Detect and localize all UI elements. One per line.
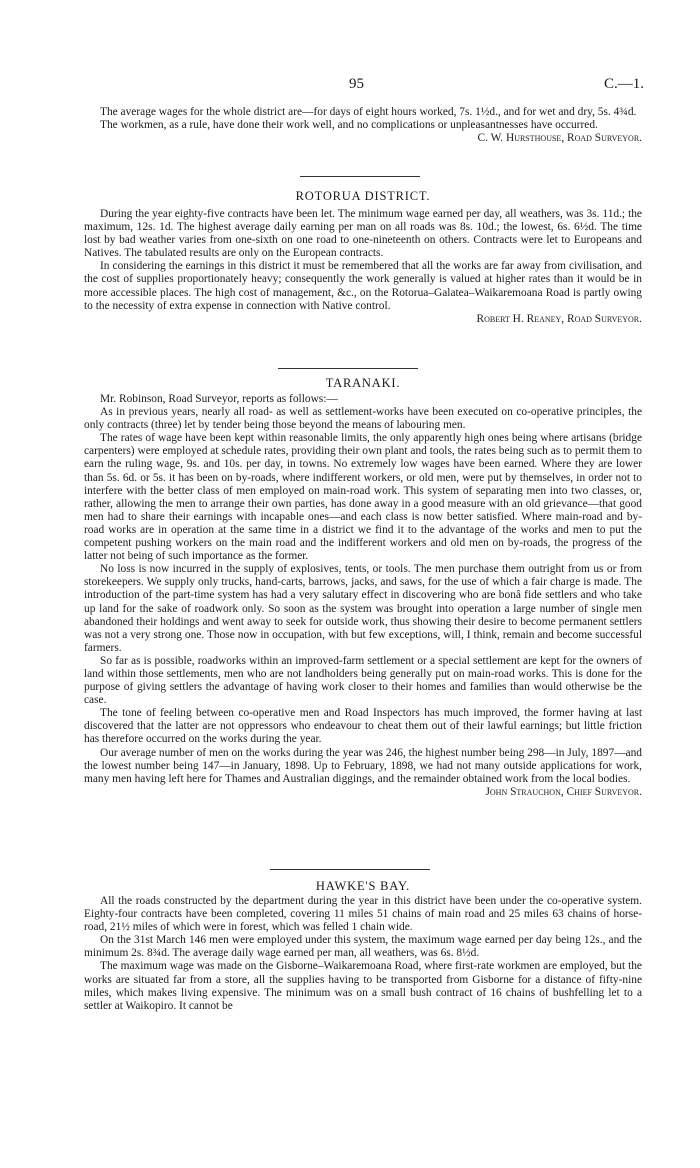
taranaki-paragraph: Mr. Robinson, Road Surveyor, reports as follows:— [100, 393, 338, 405]
intro-paragraph: The workmen, as a rule, have done their work well, and no complications or unpleasantnesses have occurred. [100, 119, 598, 132]
section-heading-rotorua: ROTORUA DISTRICT. [295, 189, 431, 203]
rotorua-paragraph: In considering the earnings in this district it must be remembered that all the works are far away from civilisation, and the cost of supplies proportionately heavy; consequently the work generally is valued at higher rates than it would be in more accessible places. The high cost of management, &c., on the Rotorua–Galatea–Waikaremoana Road is partly owing to the necessity of extra expense in connection with Native control. [84, 260, 642, 312]
taranaki-paragraph: The rates of wage have been kept within reasonable limits, the only apparently high ones being where artisans (bridge carpenters) were employed at schedule rates, providing their own plant and tools, the rates being such as to permit them to earn the ruling wage, 9s. and 10s. per day, in towns. No extremely low wages have been earned. Where they are lower than 5s. 6d. or 5s. it has been on by-roads, where indifferent workers, or old men, were put by themselves, in order not to interfere with the better class of men employed on main-road work. This system of separating men into two classes, or, rather, allowing the men to arrange their own parties, has done away in a good measure with an old grievance—that good men had to share their earnings with incapable ones—and each class is now better satisfied. Where main-road and by-road works are in operation at the same time in a district we find it to the advantage of the works and men to put the competent pushing workers on the main road and the indifferent workers and old men on by-roads, the progress of the latter not being of such importance as the former. [84, 432, 642, 563]
intro-paragraph: The average wages for the whole district are—for days of eight hours worked, 7s. 1½d., and for wet and dry, 5s. 4¾d. [100, 106, 637, 118]
section-divider [278, 368, 418, 369]
taranaki-paragraph: The tone of feeling between co-operative men and Road Inspectors has much improved, the former having at last discovered that the latter are not oppressors who endeavour to cheat them out of their lawful earnings; but little friction has therefore occurred on the works during the year. [84, 707, 642, 746]
section-heading-taranaki: TARANAKI. [325, 376, 401, 390]
section-heading-hawkes-bay: HAWKE'S BAY. [315, 879, 411, 893]
document-reference: C.—1. [603, 76, 644, 92]
taranaki-paragraph: As in previous years, nearly all road- as well as settlement-works have been executed on co-operative principles, the only contracts (three) let by tender being those beyond the means of labouring men. [84, 406, 642, 432]
section-divider [270, 869, 430, 870]
taranaki-section [84, 393, 642, 799]
section-divider [300, 176, 420, 177]
intro-section [84, 106, 642, 145]
taranaki-paragraph: No loss is now incurred in the supply of explosives, tents, or tools. The men purchase them outright from us or from storekeepers. We supply only trucks, hand-carts, barrows, jacks, and saws, for the use of which a fair charge is made. The introduction of the part-time system has had a very salutary effect in discovering who are bonâ fide settlers and who take up land for the sake of roadwork only. So soon as the system was brought into operation a large number of single men abandoned their holdings and went away to seek for outside work, thus showing their desire to become permanent settlers was not a very strong one. Those now in occupation, with but few exceptions, will, I think, remain and become successful farmers. [84, 563, 642, 654]
signature: C. W. Hursthouse, Road Surveyor. [477, 132, 642, 145]
signature: Robert H. Reaney, Road Surveyor. [476, 312, 642, 325]
hawkes-bay-paragraph: On the 31st March 146 men were employed under this system, the maximum wage earned per day being 12s., and the minimum 2s. 8¾d. The average daily wage earned per man, all weathers, was 6s. 8½d. [84, 934, 642, 960]
signature: John Strauchon, Chief Surveyor. [485, 785, 642, 798]
hawkes-bay-paragraph: The maximum wage was made on the Gisborne–Waikaremoana Road, where first-rate workmen are employed, but the works are situated far from a store, all the supplies having to be transported from Gisborne for a distance of fifty-nine miles, which makes living expensive. The minimum was on a small bush contract of 16 chains of bushfelling let to a settler at Waikopiro. It cannot be [84, 960, 642, 1012]
hawkes-bay-paragraph: All the roads constructed by the department during the year in this district have been under the co-operative system. Eighty-four contracts have been completed, covering 11 miles 51 chains of main road and 25 miles 63 chains of horse-road, 21½ miles of which were in forest, which was felled 1 chain wide. [84, 895, 642, 934]
rotorua-paragraph: During the year eighty-five contracts have been let. The minimum wage earned per day, all weathers, was 3s. 11d.; the maximum, 12s. 1d. The highest average daily earning per man on all roads was 8s. 10d.; the lowest, 6s. 6½d. The time lost by bad weather varies from one-sixth on one road to one-nineteenth on others. Contracts were let to Europeans and Natives. The tabulated results are only on the European contracts. [84, 208, 642, 260]
taranaki-paragraph: So far as is possible, roadworks within an improved-farm settlement or a special settlement are kept for the owners of land within those settlements, men who are not landholders being generally put on main-road works. This is done for the purpose of giving settlers the advantage of having work closer to their homes and families than would otherwise be the case. [84, 654, 642, 707]
page-header [76, 76, 644, 96]
hawkes-bay-section [84, 895, 642, 1013]
taranaki-paragraph: Our average number of men on the works during the year was 246, the highest number being 298—in July, 1897—and the lowest number being 147—in January, 1898. Up to February, 1898, we had not many outside applications for work, many men having left here for Thames and Australian diggings, and the remainder obtained work from the local bodies. [84, 746, 642, 785]
rotorua-section [84, 208, 642, 326]
page-number: 95 [349, 76, 364, 92]
